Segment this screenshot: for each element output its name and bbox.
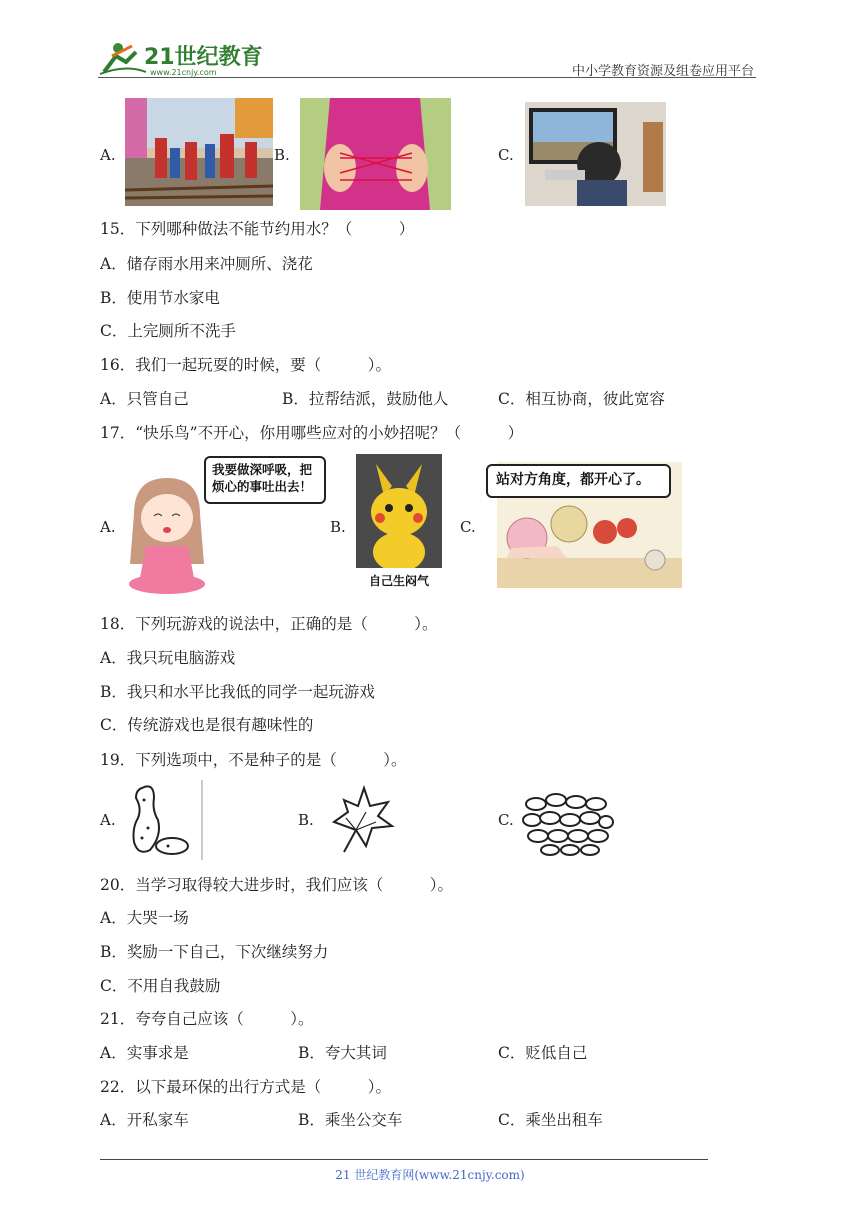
q18-option-c: C．传统游戏也是很有趣味性的 bbox=[100, 716, 314, 734]
q22-stem: 22．以下最环保的出行方式是（ ）。 bbox=[100, 1078, 391, 1096]
footer-text[interactable]: 21 世纪教育网(www.21cnjy.com) bbox=[335, 1168, 525, 1182]
q18-option-b: B．我只和水平比我低的同学一起玩游戏 bbox=[100, 683, 375, 701]
q20-option-b: B．奖励一下自己，下次继续努力 bbox=[100, 943, 329, 961]
q17-option-c-label: C. bbox=[460, 518, 476, 536]
q16-option-c: C．相互协商，彼此宽容 bbox=[498, 390, 665, 408]
footer-divider bbox=[100, 1159, 708, 1160]
q17-caption-b: 自己生闷气 bbox=[368, 574, 429, 588]
q19-stem: 19．下列选项中，不是种子的是（ ）。 bbox=[100, 751, 407, 769]
q21-stem: 21．夸夸自己应该（ ）。 bbox=[100, 1010, 314, 1028]
q18-stem: 18．下列玩游戏的说法中，正确的是（ ）。 bbox=[100, 615, 438, 633]
q19-option-b-label: B. bbox=[298, 811, 314, 829]
q14-option-c-label: C. bbox=[498, 146, 514, 164]
logo-url: www.21cnjy.com bbox=[150, 68, 217, 77]
q14-option-b-label: B. bbox=[274, 146, 290, 164]
q20-stem: 20．当学习取得较大进步时，我们应该（ ）。 bbox=[100, 876, 453, 894]
q22-option-c: C．乘坐出租车 bbox=[498, 1111, 603, 1129]
q16-option-b: B．拉帮结派，鼓励他人 bbox=[282, 390, 449, 408]
peanut-drawing bbox=[124, 780, 204, 860]
header-platform-text: 中小学教育资源及组卷应用平台 bbox=[571, 64, 754, 79]
q22-option-b: B．乘坐公交车 bbox=[298, 1111, 403, 1129]
q22-option-a: A．开私家车 bbox=[100, 1111, 189, 1129]
header-divider bbox=[98, 77, 756, 78]
q16-option-a: A．只管自己 bbox=[100, 390, 189, 408]
q18-option-a: A．我只玩电脑游戏 bbox=[100, 649, 236, 667]
q15-option-a: A．储存雨水用来冲厕所、浇花 bbox=[100, 255, 313, 273]
q17-speech-bubble-a: 我要做深呼吸，把烦心的事吐出去！ bbox=[204, 456, 326, 504]
q20-option-a: A．大哭一场 bbox=[100, 909, 189, 927]
q15-option-b: B．使用节水家电 bbox=[100, 289, 220, 307]
q15-option-c: C．上完厕所不洗手 bbox=[100, 322, 236, 340]
q17-option-b-label: B. bbox=[330, 518, 346, 536]
q17-stem: 17．“快乐鸟”不开心，你用哪些应对的小妙招呢？（ ） bbox=[100, 424, 524, 442]
string-game-photo bbox=[300, 98, 451, 210]
q17-speech-bubble-c: 站对方角度，都开心了。 bbox=[486, 464, 671, 498]
q15-stem: 15．下列哪种做法不能节约用水？（ ） bbox=[100, 220, 415, 238]
q17-option-a-label: A. bbox=[100, 518, 116, 536]
logo-text: 21世纪教育 bbox=[144, 45, 263, 70]
q21-option-a: A．实事求是 bbox=[100, 1044, 189, 1062]
computer-game-photo bbox=[525, 102, 666, 206]
leaf-drawing bbox=[326, 782, 396, 856]
beans-drawing bbox=[522, 790, 614, 856]
q14-option-a-label: A. bbox=[100, 146, 116, 164]
q21-option-b: B．夸大其词 bbox=[298, 1044, 387, 1062]
pikachu-photo bbox=[356, 454, 442, 594]
q19-option-c-label: C. bbox=[498, 811, 514, 829]
q19-option-a-label: A. bbox=[100, 811, 116, 829]
q16-stem: 16．我们一起玩耍的时候，要（ ）。 bbox=[100, 356, 391, 374]
site-logo bbox=[96, 38, 266, 78]
girl-cartoon bbox=[124, 474, 210, 596]
q21-option-c: C．贬低自己 bbox=[498, 1044, 588, 1062]
q20-option-c: C．不用自我鼓励 bbox=[100, 977, 221, 995]
folk-dance-photo bbox=[125, 98, 273, 206]
